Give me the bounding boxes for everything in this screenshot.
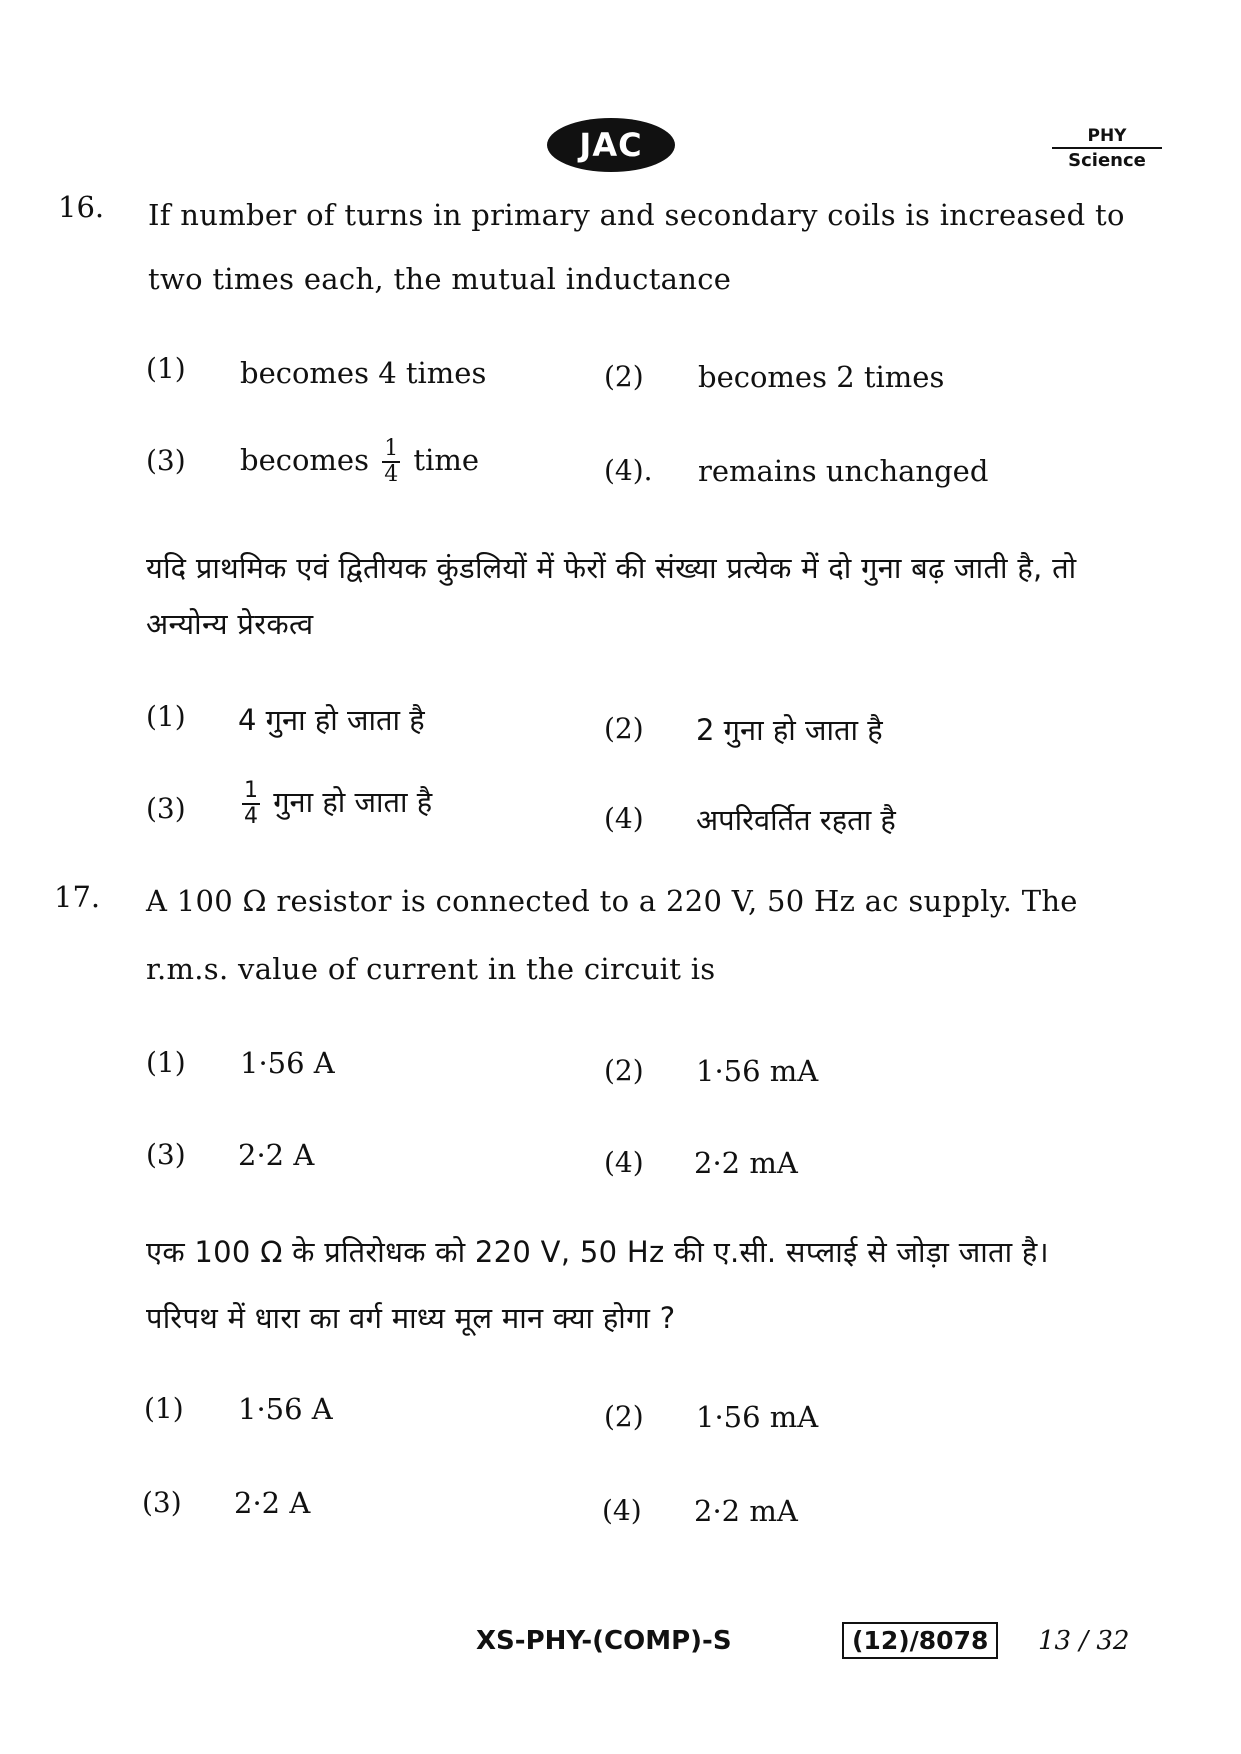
q17-en-option-1: 1·56 A — [240, 1046, 335, 1080]
logo-text: JAC — [579, 126, 643, 164]
q16-en-option-3-prefix: becomes — [240, 443, 369, 477]
q17-en-line-2: r.m.s. value of current in the circuit is — [146, 952, 716, 986]
q17-hi-option-2-number: (2) — [604, 1400, 644, 1433]
q17-hi-option-2: 1·56 mA — [696, 1400, 819, 1434]
q16-hi-option-4: अपरिवर्तित रहता है — [696, 803, 896, 837]
q16-hi-option-2: 2 गुना हो जाता है — [696, 713, 883, 747]
q17-en-option-3: 2·2 A — [238, 1138, 315, 1172]
q16-en-option-3-suffix: time — [413, 443, 480, 477]
q16-hi-option-1-number: (1) — [146, 700, 186, 733]
subject-name: Science — [1068, 150, 1146, 171]
q16-hi-option-4-number: (4) — [604, 802, 644, 835]
q17-hi-option-3-number: (3) — [142, 1486, 182, 1519]
paper-code: XS-PHY-(COMP)-S — [476, 1626, 732, 1656]
fraction-one-quarter — [382, 438, 400, 486]
q17-hi-option-4-number: (4) — [602, 1494, 642, 1527]
q17-en-option-2: 1·56 mA — [696, 1054, 819, 1088]
q17-hi-line-1: एक 100 Ω के प्रतिरोधक को 220 V, 50 Hz की ए.सी. सप्लाई से जोड़ा जाता है। — [146, 1235, 1049, 1269]
q16-hi-option-3-suffix: गुना हो जाता है — [273, 785, 433, 819]
question-number-17: 17. — [54, 880, 101, 914]
q16-en-option-3-number: (3) — [146, 444, 186, 477]
q17-en-option-3-number: (3) — [146, 1138, 186, 1171]
q16-en-line-2: two times each, the mutual inductance — [148, 262, 732, 296]
q17-en-line-1: A 100 Ω resistor is connected to a 220 V, 50 Hz ac supply. The — [146, 884, 1078, 918]
q17-en-option-2-number: (2) — [604, 1054, 644, 1087]
q17-hi-option-1-number: (1) — [144, 1392, 184, 1425]
q16-en-option-2-number: (2) — [604, 360, 644, 393]
subject-code: PHY — [1052, 126, 1162, 149]
q16-en-option-4: remains unchanged — [698, 454, 989, 488]
q16-hi-option-1: 4 गुना हो जाता है — [238, 703, 425, 737]
q16-en-line-1: If number of turns in primary and secondary coils is increased to — [148, 198, 1125, 232]
q16-hi-line-1: यदि प्राथमिक एवं द्वितीयक कुंडलियों में फेरों की संख्या प्रत्येक में दो गुना बढ़ जाती है, तो — [146, 551, 1077, 585]
fraction-one-quarter — [242, 780, 260, 828]
question-number-16: 16. — [58, 190, 105, 224]
q17-hi-line-2: परिपथ में धारा का वर्ग माध्य मूल मान क्या होगा ? — [146, 1301, 676, 1335]
q16-en-option-1: becomes 4 times — [240, 356, 487, 390]
q16-en-option-4-number: (4). — [604, 454, 653, 487]
page-number: 13 / 32 — [1038, 1626, 1130, 1656]
q17-en-option-4-number: (4) — [604, 1146, 644, 1179]
q16-hi-option-3-number: (3) — [146, 792, 186, 825]
fraction-denominator: 4 — [384, 462, 399, 487]
q16-hi-option-2-number: (2) — [604, 712, 644, 745]
q17-en-option-4: 2·2 mA — [694, 1146, 798, 1180]
q16-en-option-1-number: (1) — [146, 352, 186, 385]
jac-logo — [547, 118, 675, 172]
set-code-box: (12)/8078 — [842, 1622, 998, 1659]
q16-hi-line-2: अन्योन्य प्रेरकत्व — [146, 607, 314, 641]
q17-hi-option-4: 2·2 mA — [694, 1494, 798, 1528]
q17-hi-option-3: 2·2 A — [234, 1486, 311, 1520]
q16-en-option-2: becomes 2 times — [698, 360, 945, 394]
subject-label — [1052, 126, 1162, 171]
q16-en-option-3 — [240, 438, 479, 486]
q17-en-option-1-number: (1) — [146, 1046, 186, 1079]
fraction-numerator: 1 — [244, 778, 258, 803]
fraction-denominator: 4 — [244, 804, 258, 829]
fraction-numerator: 1 — [384, 436, 399, 461]
q17-hi-option-1: 1·56 A — [238, 1392, 333, 1426]
q16-hi-option-3 — [238, 780, 432, 828]
